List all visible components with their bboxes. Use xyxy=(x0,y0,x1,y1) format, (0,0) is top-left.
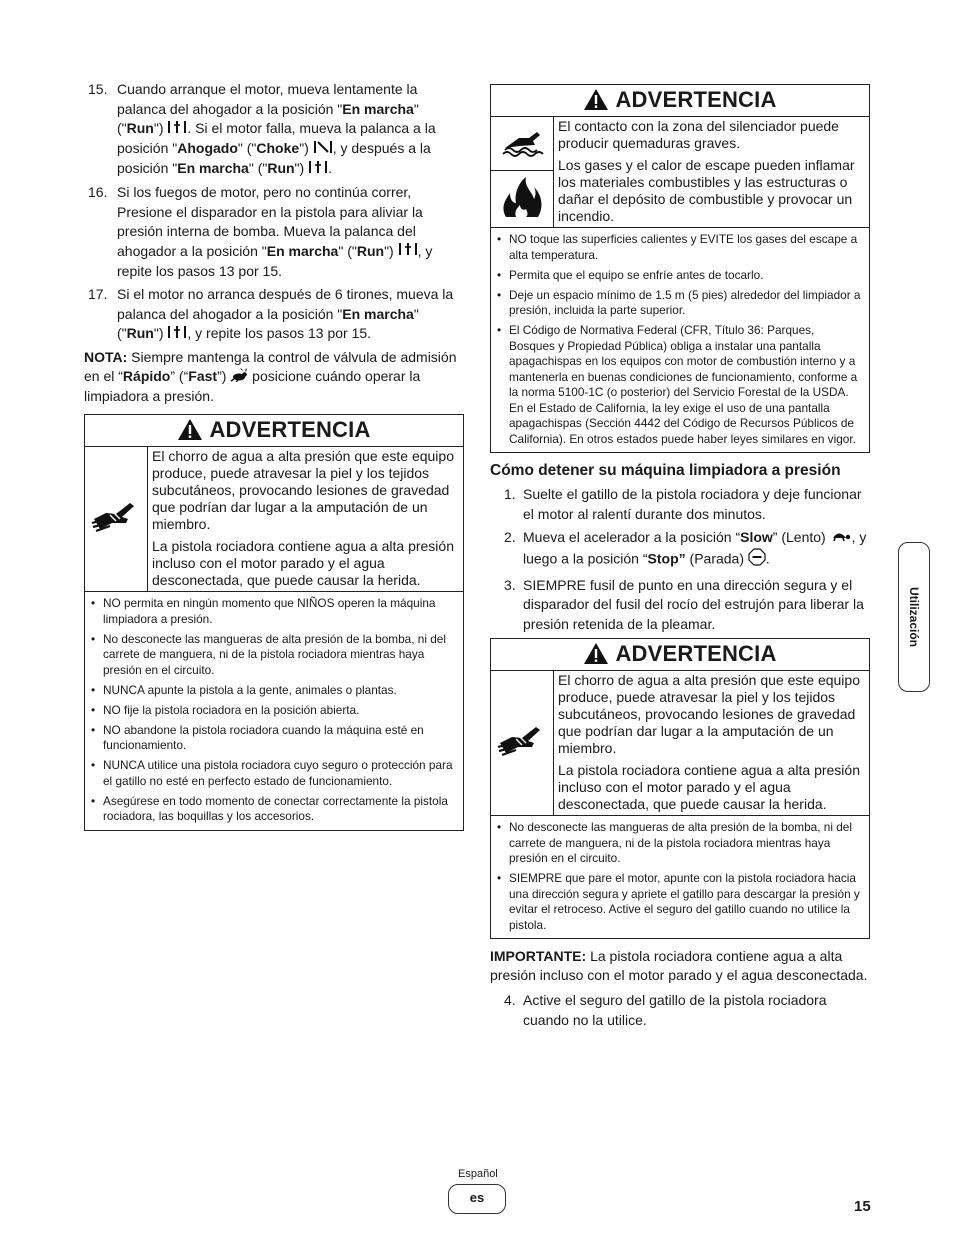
warning-bullet: • NO fije la pistola rociadora en la posición abierta. xyxy=(91,703,457,719)
warning-description xyxy=(148,447,463,591)
warning-triangle-icon xyxy=(583,86,615,116)
step-number: 16. xyxy=(88,184,108,201)
step-text: " (" xyxy=(117,305,419,342)
section-side-tab xyxy=(898,542,930,692)
turtle-slow-icon xyxy=(830,529,852,549)
stop-icon xyxy=(748,548,766,572)
step-text: , y después a la posición " xyxy=(117,140,431,177)
warning-header xyxy=(85,415,463,447)
warning-bullet-list xyxy=(491,228,869,452)
nota-label: NOTA: xyxy=(84,349,128,366)
warning-bullet: • NO abandone la pistola rociadora cuando la máquina esté en funcionamiento. xyxy=(91,723,457,754)
warning-title: ADVERTENCIA xyxy=(615,87,777,112)
warning-bullet-list xyxy=(491,816,869,938)
high-pressure-spray-hand-icon xyxy=(496,721,548,766)
choke-run-icon xyxy=(398,242,418,262)
step-text: ") xyxy=(294,160,309,177)
step-bold: Choke xyxy=(256,140,300,157)
warning-bullet: • NO toque las superficies calientes y EVITE los gases del escape a alta temperatura. xyxy=(497,232,863,263)
warning-text: El chorro de agua a alta presión que este equipo produce, puede atravesar la piel y los tejidos subcutáneos, provocando lesiones de gravedad que podrían dar lugar a la amputación de un miembro. xyxy=(558,672,860,757)
nota-bold: Fast xyxy=(188,368,218,385)
warning-bullet: • No desconecte las mangueras de alta presión de la bomba, ni del carrete de manguera, ni de la pistola rociadora mientras haya presión en el circuito. xyxy=(497,820,863,867)
warning-pictogram xyxy=(491,671,554,815)
step-number: 1. xyxy=(504,486,516,503)
step-text: . xyxy=(765,550,770,567)
step-text: . xyxy=(328,160,332,177)
step-text: ") xyxy=(153,120,168,136)
step-4 xyxy=(490,991,870,1030)
nota-text: Siempre mantenga la control de válvula de admisión en el “ xyxy=(84,349,457,385)
warning-text: El chorro de agua a alta presión que este equipo produce, puede atravesar la piel y los tejidos subcutáneos, provocando lesiones de gravedad que podrían dar lugar a la amputación de un miembro. xyxy=(152,448,454,533)
choke-run-icon xyxy=(167,120,187,140)
step-16 xyxy=(84,183,464,281)
warning-description xyxy=(554,117,869,227)
step-text: (Parada) xyxy=(685,550,748,567)
nota-text: ” (“ xyxy=(170,368,189,385)
footer-language: Español xyxy=(458,1168,498,1180)
warning-header xyxy=(491,85,869,117)
warning-text: La pistola rociadora contiene agua a alta presión incluso con el motor parado y el agua desconectada, que puede causar la herida. xyxy=(558,762,860,813)
step-text: , y repite los pasos 13 por 15. xyxy=(117,242,433,279)
warning-bullet: • SIEMPRE que pare el motor, apunte con la pistola rociadora hacia una dirección segura y apriete el gatillo para descargar la presión y evitar el retroceso. Active el seguro del gatillo cuando no utilice la pistola. xyxy=(497,871,863,933)
warning-bullet: • Permita que el equipo se enfríe antes de tocarlo. xyxy=(497,268,863,284)
warning-bullet: • Asegúrese en todo momento de conectar correctamente la pistola rociadora, las boquillas y los accesorios. xyxy=(91,794,457,825)
warning-bullet: • NUNCA utilice una pistola rociadora cuyo seguro o protección para el gatillo no esté en perfecto estado de funcionamiento. xyxy=(91,758,457,789)
step-number: 4. xyxy=(504,992,516,1009)
importante-label: IMPORTANTE: xyxy=(490,948,587,965)
step-text: ” (Lento) xyxy=(772,529,830,546)
step-bold: Ahogado xyxy=(177,140,238,157)
final-step-list xyxy=(490,991,870,1030)
step-bold: Run xyxy=(267,160,295,177)
start-steps-list xyxy=(84,80,464,344)
step-number: 17. xyxy=(88,286,108,303)
nota-text: posicione cuándo operar la limpiadora a presión. xyxy=(84,368,421,405)
warning-box-spray-2 xyxy=(490,638,870,939)
choke-run-icon xyxy=(308,160,328,180)
step-bold: En marcha xyxy=(266,242,339,259)
warning-pictogram xyxy=(491,117,554,227)
step-bold: Run xyxy=(126,325,154,342)
warning-hazard-row xyxy=(491,117,869,228)
step-text: Mueva el acelerador a la posición “ xyxy=(523,529,741,546)
side-tab-label: Utilización xyxy=(907,586,921,648)
warning-bullet: • NUNCA apunte la pistola a la gente, animales o plantas. xyxy=(91,683,457,699)
hot-surface-cell xyxy=(491,118,553,171)
hot-surface-icon xyxy=(499,124,545,163)
warning-title: ADVERTENCIA xyxy=(209,417,371,443)
warning-description xyxy=(554,671,869,815)
step-text: SIEMPRE fusil de punto en una dirección segura y el disparador del fusil del rocío del estrujón para liberar la presión retenida de la pleamar. xyxy=(523,576,864,632)
step-number: 2. xyxy=(504,529,516,546)
step-bold: Slow xyxy=(740,529,773,546)
warning-bullet: • Deje un espacio mínimo de 1.5 m (5 pies) alrededor del limpiador a presión, incluida la parte superior. xyxy=(497,288,863,319)
step-17 xyxy=(84,285,464,344)
warning-text: Los gases y el calor de escape pueden inflamar los materiales combustibles y las estructuras o dañar el depósito de combustible y provocar un incendio. xyxy=(558,157,855,225)
stop-steps-list xyxy=(490,485,870,634)
step-text: " (" xyxy=(117,100,419,136)
warning-bullet: • No desconecte las mangueras de alta presión de la bomba, ni del carrete de manguera, ni de la pistola rociadora mientras haya presión en el circuito. xyxy=(91,632,457,679)
warning-box-spray xyxy=(84,414,464,831)
step-bold: Stop” xyxy=(647,550,686,567)
footer-language-code: es xyxy=(448,1184,506,1214)
nota-paragraph xyxy=(84,348,464,406)
step-text: Cuando arranque el motor, mueva lentamente la palanca del ahogador a la posición " xyxy=(117,81,418,117)
warning-hazard-row xyxy=(491,671,869,816)
step-text: " (" xyxy=(237,140,257,157)
step-text: Suelte el gatillo de la pistola rociadora y deje funcionar el motor al ralentí durante dos minutos. xyxy=(523,486,862,522)
step-text: " (" xyxy=(248,160,268,177)
step-number: 3. xyxy=(504,576,516,593)
warning-title: ADVERTENCIA xyxy=(615,641,777,667)
step-15 xyxy=(84,80,464,179)
step-bold: Run xyxy=(356,242,385,259)
step-text: Si el motor no arranca después de 6 tirones, mueva la palanca del ahogador a la posición " xyxy=(117,286,454,322)
step-1 xyxy=(490,485,870,524)
choke-run-icon xyxy=(167,325,187,345)
fire-cell xyxy=(491,171,553,227)
step-text: , y luego a la posición “ xyxy=(523,529,867,567)
step-3 xyxy=(490,576,870,635)
step-bold: Run xyxy=(126,120,154,136)
nota-bold: Rápido xyxy=(122,368,171,385)
choke-closed-icon xyxy=(313,140,333,160)
importante-text: La pistola rociadora contiene agua a alta presión incluso con el motor parado y el agua desconectada. xyxy=(490,948,868,984)
warning-bullet: • NO permita en ningún momento que NIÑOS operen la máquina limpiadora a presión. xyxy=(91,596,457,627)
importante-paragraph xyxy=(490,947,870,985)
nota-text: ”) xyxy=(217,368,231,385)
warning-triangle-icon xyxy=(177,416,209,446)
warning-text: La pistola rociadora contiene agua a alta presión incluso con el motor parado y el agua desconectada, que puede causar la herida. xyxy=(152,538,454,589)
warning-hazard-row xyxy=(85,447,463,592)
warning-box-muffler xyxy=(490,84,870,453)
step-text: ") xyxy=(153,325,168,342)
warning-text: El contacto con la zona del silenciador puede producir quemaduras graves. xyxy=(558,118,839,152)
step-text: ") xyxy=(384,242,398,259)
page-number: 15 xyxy=(854,1198,871,1215)
step-bold: En marcha xyxy=(342,100,414,117)
step-text: " (" xyxy=(338,242,357,259)
rabbit-fast-icon xyxy=(230,368,248,387)
high-pressure-spray-hand-icon xyxy=(90,497,142,542)
warning-pictogram xyxy=(85,447,148,591)
warning-header xyxy=(491,639,869,671)
warning-triangle-icon xyxy=(583,640,615,670)
right-column xyxy=(490,84,870,1034)
warning-bullet-list xyxy=(85,592,463,830)
step-text: ") xyxy=(299,140,313,157)
step-text: Si los fuegos de motor, pero no continúa correr, Presione el disparador en la pistola para aliviar la presión interna de bomba. Mueva la palanca del ahogador a la posición " xyxy=(117,184,423,259)
warning-bullet: • El Código de Normativa Federal (CFR, Título 36: Parques, Bosques y Propiedad Pública) obliga a instalar una pantalla apagachispas en los equipos con motor de combustión interno y a mantenerla en buenas condiciones de funcionamiento, conforme a la norma 5100-1C (o posterior) del Servicio Forestal de la USDA. En el Estado de California, la ley exige el uso de una pantalla apagachispas (Sección 4442 del Código de Recursos Públicos de California). En otros estados puede haber leyes similares en vigor. xyxy=(497,323,863,447)
step-2 xyxy=(490,528,870,572)
step-bold: En marcha xyxy=(342,305,414,322)
fire-icon xyxy=(498,173,546,224)
step-text: , y repite los pasos 13 por 15. xyxy=(187,325,372,342)
left-column xyxy=(84,80,464,831)
step-bold: En marcha xyxy=(177,160,249,177)
step-text: Active el seguro del gatillo de la pistola rociadora cuando no la utilice. xyxy=(523,992,827,1028)
step-text: . Si el motor falla, mueva la palanca a la posición " xyxy=(117,120,436,157)
section-title: Cómo detener su máquina limpiadora a presión xyxy=(490,462,841,480)
step-number: 15. xyxy=(88,81,108,97)
